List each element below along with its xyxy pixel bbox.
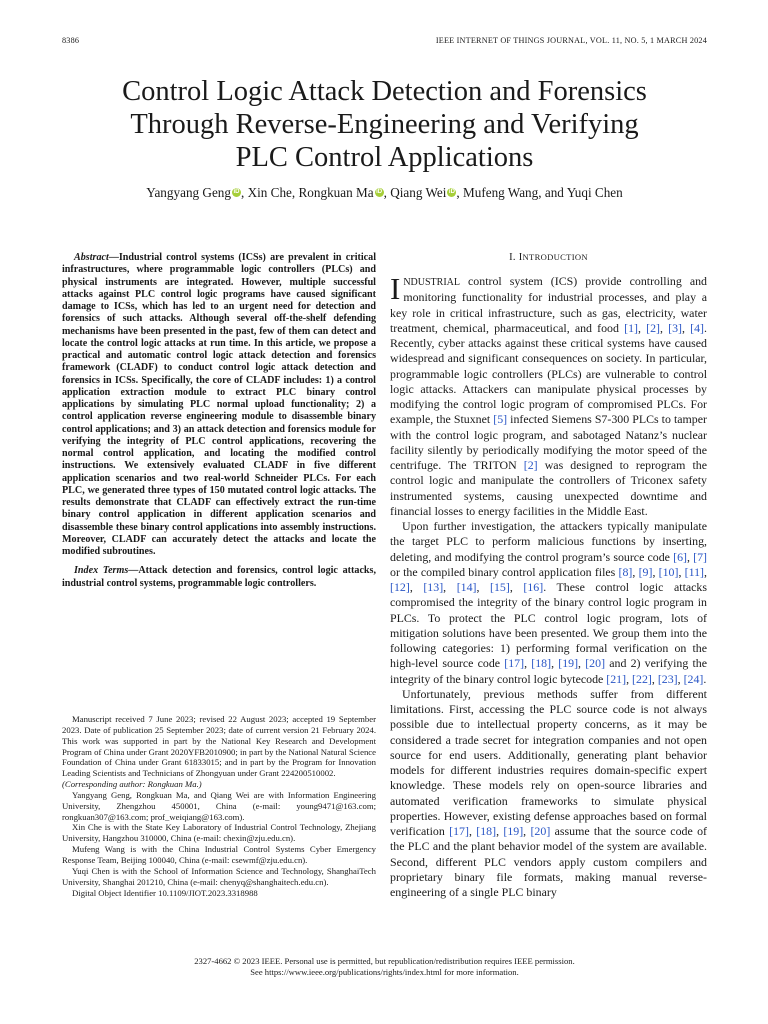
citation-link[interactable]: [17] — [449, 824, 469, 838]
index-terms: Index Terms—Attack detection and forensics, control logic attacks, industrial control systems, programmable logic controllers. — [62, 565, 376, 589]
citation-link[interactable]: [16] — [523, 580, 544, 594]
author-list: Yangyang Geng iD , Xin Che, Rongkuan Ma iD , Qiang Wei iD , Mufeng Wang, and Yuqi Chen — [146, 185, 623, 200]
citation-link[interactable]: [3] — [668, 320, 683, 335]
author-name[interactable]: Qiang Wei — [390, 185, 447, 200]
affiliation-note: Mufeng Wang is with the China Industrial Control Systems Cyber Emergency Response Team, Beijing 100040, China (e-mail: csewmf@zju.edu.cn). — [62, 844, 376, 865]
citation-link[interactable]: [5] — [493, 412, 508, 427]
citation-link[interactable]: [12] — [390, 580, 410, 594]
page-number: 8386 — [62, 36, 80, 45]
title-line-3: PLC Control Applications — [235, 142, 534, 173]
citation-link[interactable]: [20] — [585, 656, 606, 671]
corresponding-author: (Corresponding author: Rongkuan Ma.) — [62, 779, 202, 790]
citation-link[interactable]: [19] — [558, 656, 579, 671]
title-line-1: Control Logic Attack Detection and Forensics — [122, 76, 647, 107]
citation-link[interactable]: [2] — [646, 320, 660, 335]
right-column — [390, 252, 707, 900]
author-name[interactable]: Rongkuan Ma — [298, 185, 374, 200]
citation-link[interactable]: [8] — [618, 564, 633, 579]
citation-link[interactable]: [11] — [684, 564, 704, 579]
orcid-icon[interactable]: iD — [448, 189, 455, 195]
author-name[interactable]: Yangyang Geng — [146, 185, 231, 200]
orcid-icon[interactable]: iD — [376, 189, 383, 195]
author-name[interactable]: Mufeng Wang — [463, 185, 539, 200]
journal-name: IEEE INTERNET OF THINGS JOURNAL, VOL. 11, NO. 5, 1 MARCH 2024 — [435, 36, 707, 45]
citation-link[interactable]: [19] — [503, 824, 524, 838]
author-name[interactable]: Xin Che — [247, 185, 292, 200]
affiliation-note: Yuqi Chen is with the School of Information Science and Technology, ShanghaiTech University, Shanghai 201210, China (e-mail: chenyq@shanghaitech.edu.cn). — [62, 865, 376, 887]
citation-link[interactable]: [22] — [632, 671, 652, 686]
citation-link[interactable]: [1] — [624, 320, 638, 335]
paper-title — [62, 75, 707, 174]
abstract: Abstract—Industrial control systems (ICSs) are prevalent in critical infrastructures, where programmable logic controllers (PLCs) and physical instruments are integrated. However, multiple successful attacks against PLC control logic programs have caused significant damage to ICSs, which has led to an urgent need for detection and forensics of such attacks. Although several off-the-shelf defending mechanisms have been presented in the past, few of them can detect and locate the control logic attacks at run time. In this article, we propose a practical and automatic control logic attack detection and forensics framework (CLADF) to conduct control logic attack detection and forensics in ICSs. Specifically, the core of CLADF includes: 1) a control application extraction module to extract PLC binary control applications by simulating PLC normal upload functionality; 2) a control application reverse engineering module to disassemble binary control applications; and 3) an attack detection and forensics module for verifying the integrity of PLC control applications, recovering the normal control application, and locating the modified control instructions. We extensively evaluated CLADF in five different application scenarios and two real-world Schneider PLCs. For each PLC, we generated three types of 150 mutated control logic attacks. The results demonstrate that CLADF can effectively extract the run-time binary control application in different application scenarios and disassemble these binary control applications into assembly instructions. Moreover, CLADF can accurately detect the attacks and locate the modified subroutines. — [62, 252, 376, 557]
section-heading: I. INTRODUCTION — [509, 252, 588, 263]
abstract-text: Industrial control systems (ICSs) are prevalent in critical infrastructures, where programmable logic controllers (PLCs) and physical instruments are integrated. However, multiple successful attacks against PLC control logic programs have caused significant damage to ICSs, which has led to an urgent need for detection and forensics of such attacks. Although several off-the-shelf defending mechanisms have been presented in the past, few of them can detect and locate the control logic attacks at run time. In this article, we propose a practical and automatic control logic attack detection and forensics framework (CLADF) to conduct control logic attack detection and forensics in ICSs. Specifically, the core of CLADF includes: 1) a control application extraction module to extract PLC binary control applications by simulating PLC normal upload functionality; 2) a control application reverse engineering module to disassemble binary control applications; and 3) an attack detection and forensics module for verifying the integrity of PLC control applications, recovering the normal control application, and locating the modified control instructions. We extensively evaluated CLADF in five different application scenarios and two real-world Schneider PLCs. For each PLC, we generated three types of 150 mutated control logic attacks. The results demonstrate that CLADF can effectively extract the run-time binary control application in different application scenarios and disassemble these binary control applications into assembly instructions. Moreover, CLADF can accurately detect the attacks and locate the modified subroutines. — [62, 252, 376, 557]
citation-link[interactable]: [17] — [504, 656, 525, 671]
citation-link[interactable]: [9] — [638, 564, 653, 579]
orcid-icon[interactable]: iD — [233, 189, 240, 195]
citation-link[interactable]: [20] — [530, 824, 551, 838]
citation-link[interactable]: [2] — [523, 458, 538, 472]
citation-link[interactable]: [10] — [658, 564, 679, 579]
citation-link[interactable]: [14] — [456, 580, 477, 594]
affiliation-note: Xin Che is with the State Key Laboratory of Industrial Control Technology, Zhejiang University, Hangzhou 310000, China (e-mail: chexin@zju.edu.cn). — [62, 822, 376, 844]
affiliation-note: Yangyang Geng, Rongkuan Ma, and Qiang Wei are with Information Engineering University, Zhengzhou 450001, China (e-mail: young9471@163.com; rongkuan307@163.com; prof_weiqiang@163.com). — [62, 789, 376, 822]
citation-link[interactable]: [4] — [690, 320, 705, 335]
intro-paragraph-3: Unfortunately, previous methods suffer from different limitations. First, accessing the PLC source code is not always possible due to intellectual property concerns, as it may be considered a trade secret for integration companies and not open source for end users. Additionally, generating plant behavior models for different industries requires domain-specific expert knowledge. These models rely on open-source libraries and automated verification frameworks to simulate physical properties. However, existing defense approaches based on formal verification [17], [18], [19], [20] assume that the source code of the PLC and the plant behavior model of the system are available. Second, different PLC vendors apply custom compilers and proprietary binary file formats, making manual reverse-engineering of a single PLC binary — [390, 686, 707, 899]
copyright-line-2: See https://www.ieee.org/publications/rights/index.html for more information. — [250, 967, 519, 977]
citation-link[interactable]: [7] — [693, 549, 707, 564]
abstract-label: Abstract — [74, 252, 109, 263]
footnotes — [62, 714, 376, 898]
title-line-2: Through Reverse-Engineering and Verifying — [130, 109, 639, 140]
citation-link[interactable]: [18] — [476, 824, 497, 838]
copyright-notice — [62, 956, 707, 978]
doi-note: Digital Object Identifier 10.1109/JIOT.2023.3318988 — [72, 887, 258, 898]
drop-cap: I — [390, 271, 401, 306]
left-column — [62, 252, 376, 590]
citation-link[interactable]: [6] — [673, 549, 687, 564]
citation-link[interactable]: [18] — [531, 656, 552, 671]
citation-link[interactable]: [15] — [490, 580, 510, 594]
author-name[interactable]: Yuqi Chen — [566, 185, 623, 200]
citation-link[interactable]: [24] — [683, 671, 704, 686]
citation-link[interactable]: [23] — [657, 671, 678, 686]
intro-paragraph-1: INDUSTRIAL control system (ICS) provide controlling and monitoring functionality for industrial processes, and play a key role in critical infrastructure, such as gas, electricity, water treatment, chemical, pharmaceutical, and food [1], [2], [3], [4]. Recently, cyber attacks against these critical systems have caused widespread and significant consequences on society. In particular, programmable logic controllers (PLCs) are vulnerable to control logic attacks. Attackers can manipulate physical processes by modifying the control logic program of compromised PLCs. For example, the Stuxnet [5] infected Siemens S7-300 PLCs to tamper with the control logic program, and sabotaged Natanz’s nuclear facility silently by periodically modifying the motor speed of the centrifuge. The TRITON [2] was designed to reprogram the control logic and manipulate the controllers of Triconex safety instrumented systems, causing unexpected downtime and financial losses to energy facilities in the Middle East. — [390, 271, 708, 518]
index-terms-label: Index Terms — [74, 565, 129, 577]
index-terms-text: Attack detection and forensics, control logic attacks, industrial control systems, programmable logic controllers. — [62, 565, 376, 589]
citation-link[interactable]: [21] — [606, 671, 627, 686]
copyright-line-1: 2327-4662 © 2023 IEEE. Personal use is permitted, but republication/redistribution requires IEEE permission. — [194, 956, 575, 966]
manuscript-note: Manuscript received 7 June 2023; revised 22 August 2023; accepted 19 September 2023. Date of publication 25 September 2023; date of current version 21 February 2024. This work was supported in part by the National Key Research and Development Program of China under Grant 2020YFB2010900; in part by the National Natural Science Foundation of China under Grant 61833015; and in part by the Program for Innovation Leading Scientists and Technicians of Zhongyuan under Grant 224200510002. — [62, 714, 376, 779]
intro-paragraph-2: Upon further investigation, the attackers typically manipulate the target PLC to perform malicious functions by inserting, deleting, and modifying the control program’s source code [6], [7] or the compiled binary control application files [8], [9], [10], [11], [12], [13], [14], [15], [16]. These control logic attacks compromised the integrity of the binary control logic program in PLCs. To protect the PLC control logic program, lots of mitigation solutions have been presented. We group them into the following categories: 1) performing formal verification on the high-level source code [17], [18], [19], [20] and 2) verifying the integrity of the binary control logic bytecode [21], [22], [23], [24]. — [390, 519, 708, 686]
citation-link[interactable]: [13] — [423, 580, 444, 594]
